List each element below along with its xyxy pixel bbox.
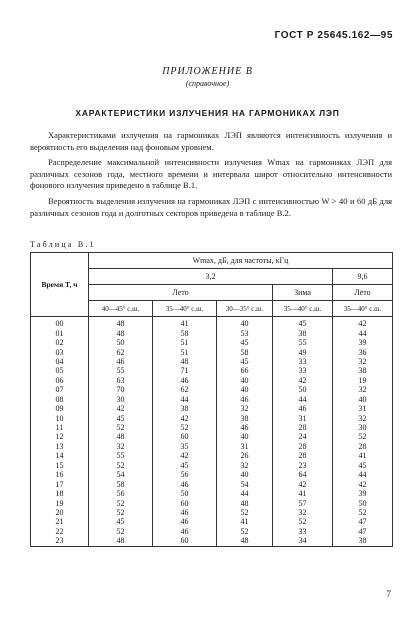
table-row — [31, 536, 393, 546]
value-cell: 46 — [217, 395, 273, 404]
latitude-header: 35—40° с.ш. — [333, 301, 393, 317]
value-cell: 42 — [89, 404, 153, 413]
main-header: Wmax, дБ, для частоты, кГц — [89, 253, 393, 269]
value-cell: 46 — [153, 479, 217, 488]
paragraph-2: Распределение максимальной интенсивности излучения Wmax на гармониках ЛЭП для различных сезонов года, местного времени и интервала широт относительно интенсивности фонового излучения приведено в таблице В.1. — [30, 157, 392, 190]
value-cell: 39 — [333, 338, 393, 347]
time-cell: 01 — [31, 328, 89, 337]
value-cell: 38 — [333, 536, 393, 546]
value-cell: 40 — [217, 432, 273, 441]
value-cell: 47 — [333, 517, 393, 526]
value-cell: 26 — [217, 451, 273, 460]
value-cell: 40 — [217, 317, 273, 329]
value-cell: 36 — [333, 347, 393, 356]
value-cell: 55 — [89, 366, 153, 375]
time-cell: 02 — [31, 338, 89, 347]
freq-header: 9,6 — [333, 269, 393, 285]
value-cell: 48 — [153, 357, 217, 366]
value-cell: 46 — [217, 423, 273, 432]
value-cell: 41 — [333, 451, 393, 460]
table-row — [31, 442, 393, 451]
table-row — [31, 413, 393, 422]
value-cell: 45 — [217, 357, 273, 366]
table-row — [31, 338, 393, 347]
value-cell: 38 — [153, 404, 217, 413]
table-row — [31, 451, 393, 460]
value-cell: 46 — [89, 357, 153, 366]
value-cell: 70 — [89, 385, 153, 394]
value-cell: 40 — [217, 470, 273, 479]
value-cell: 45 — [217, 338, 273, 347]
latitude-header: 30—35° с.ш. — [217, 301, 273, 317]
time-cell: 07 — [31, 385, 89, 394]
value-cell: 42 — [153, 413, 217, 422]
value-cell: 45 — [153, 461, 217, 470]
time-cell: 05 — [31, 366, 89, 375]
value-cell: 28 — [273, 423, 333, 432]
table-row — [31, 328, 393, 337]
value-cell: 44 — [333, 470, 393, 479]
value-cell: 48 — [217, 536, 273, 546]
table-row — [31, 489, 393, 498]
value-cell: 40 — [333, 395, 393, 404]
appendix-subtitle: (справочное) — [185, 79, 230, 88]
value-cell: 64 — [273, 470, 333, 479]
table-row — [31, 498, 393, 507]
value-cell: 48 — [89, 328, 153, 337]
value-cell: 33 — [273, 527, 333, 536]
value-cell: 38 — [273, 328, 333, 337]
time-cell: 20 — [31, 508, 89, 517]
value-cell: 32 — [333, 357, 393, 366]
value-cell: 55 — [273, 338, 333, 347]
value-cell: 44 — [153, 395, 217, 404]
value-cell: 52 — [89, 461, 153, 470]
value-cell: 30 — [333, 423, 393, 432]
value-cell: 46 — [273, 404, 333, 413]
value-cell: 50 — [333, 498, 393, 507]
value-cell: 52 — [217, 508, 273, 517]
value-cell: 62 — [89, 347, 153, 356]
value-cell: 41 — [217, 517, 273, 526]
time-cell: 17 — [31, 479, 89, 488]
stub-header: Время T, ч — [31, 253, 89, 317]
value-cell: 53 — [217, 328, 273, 337]
table-row — [31, 461, 393, 470]
value-cell: 32 — [273, 508, 333, 517]
value-cell: 63 — [89, 376, 153, 385]
table-row — [31, 508, 393, 517]
value-cell: 39 — [333, 489, 393, 498]
value-cell: 52 — [89, 498, 153, 507]
value-cell: 45 — [89, 517, 153, 526]
value-cell: 60 — [153, 498, 217, 507]
season-header: Лето — [89, 285, 273, 301]
table-row — [31, 404, 393, 413]
page-number: 7 — [386, 589, 391, 599]
table-row — [31, 432, 393, 441]
table-row — [31, 423, 393, 432]
value-cell: 44 — [333, 328, 393, 337]
time-cell: 18 — [31, 489, 89, 498]
value-cell: 19 — [333, 376, 393, 385]
table-row — [31, 527, 393, 536]
time-cell: 12 — [31, 432, 89, 441]
table-row — [31, 366, 393, 375]
value-cell: 52 — [333, 432, 393, 441]
season-header: Лето — [333, 285, 393, 301]
time-cell: 03 — [31, 347, 89, 356]
value-cell: 32 — [89, 442, 153, 451]
value-cell: 42 — [273, 479, 333, 488]
value-cell: 41 — [273, 489, 333, 498]
value-cell: 46 — [153, 508, 217, 517]
value-cell: 31 — [217, 442, 273, 451]
time-cell: 11 — [31, 423, 89, 432]
value-cell: 31 — [273, 413, 333, 422]
value-cell: 30 — [89, 395, 153, 404]
time-cell: 13 — [31, 442, 89, 451]
value-cell: 51 — [153, 347, 217, 356]
value-cell: 41 — [153, 317, 217, 329]
data-table — [30, 252, 393, 547]
value-cell: 58 — [89, 479, 153, 488]
value-cell: 32 — [217, 404, 273, 413]
time-cell: 19 — [31, 498, 89, 507]
value-cell: 42 — [153, 451, 217, 460]
value-cell: 45 — [89, 413, 153, 422]
value-cell: 62 — [153, 385, 217, 394]
value-cell: 24 — [273, 432, 333, 441]
paragraph-1: Характеристиками излучения на гармониках ЛЭП являются интенсивность излучения и вероятность его выделения над фоновым уровнем. — [30, 130, 392, 152]
time-cell: 15 — [31, 461, 89, 470]
table-row — [31, 517, 393, 526]
value-cell: 52 — [89, 423, 153, 432]
value-cell: 60 — [153, 536, 217, 546]
latitude-header: 35—40° с.ш. — [273, 301, 333, 317]
value-cell: 52 — [273, 517, 333, 526]
value-cell: 52 — [89, 508, 153, 517]
value-cell: 42 — [333, 317, 393, 329]
value-cell: 47 — [333, 527, 393, 536]
table-label: Таблица В.1 — [30, 240, 96, 249]
value-cell: 58 — [153, 328, 217, 337]
value-cell: 32 — [333, 413, 393, 422]
value-cell: 32 — [333, 385, 393, 394]
value-cell: 58 — [217, 347, 273, 356]
table-row — [31, 376, 393, 385]
value-cell: 45 — [273, 317, 333, 329]
table-row — [31, 385, 393, 394]
value-cell: 28 — [273, 451, 333, 460]
value-cell: 55 — [89, 451, 153, 460]
value-cell: 44 — [217, 489, 273, 498]
value-cell: 52 — [153, 423, 217, 432]
time-cell: 22 — [31, 527, 89, 536]
time-cell: 16 — [31, 470, 89, 479]
value-cell: 52 — [217, 527, 273, 536]
value-cell: 46 — [153, 376, 217, 385]
value-cell: 23 — [273, 461, 333, 470]
value-cell: 40 — [217, 385, 273, 394]
time-cell: 00 — [31, 317, 89, 329]
value-cell: 60 — [153, 432, 217, 441]
value-cell: 44 — [273, 395, 333, 404]
value-cell: 28 — [333, 442, 393, 451]
value-cell: 42 — [273, 376, 333, 385]
value-cell: 50 — [273, 385, 333, 394]
value-cell: 32 — [217, 461, 273, 470]
value-cell: 50 — [89, 338, 153, 347]
value-cell: 33 — [273, 366, 333, 375]
value-cell: 28 — [273, 442, 333, 451]
table-row — [31, 317, 393, 329]
time-cell: 08 — [31, 395, 89, 404]
value-cell: 56 — [89, 489, 153, 498]
value-cell: 56 — [153, 470, 217, 479]
value-cell: 38 — [333, 366, 393, 375]
time-cell: 06 — [31, 376, 89, 385]
value-cell: 51 — [153, 338, 217, 347]
document-code: ГОСТ Р 25645.162—95 — [274, 30, 393, 41]
section-heading: ХАРАКТЕРИСТИКИ ИЗЛУЧЕНИЯ НА ГАРМОНИКАХ ЛЭП — [75, 108, 340, 118]
value-cell: 35 — [153, 442, 217, 451]
value-cell: 48 — [89, 432, 153, 441]
value-cell: 46 — [153, 517, 217, 526]
value-cell: 52 — [89, 527, 153, 536]
value-cell: 45 — [333, 461, 393, 470]
time-cell: 21 — [31, 517, 89, 526]
table-row — [31, 470, 393, 479]
time-cell: 14 — [31, 451, 89, 460]
time-cell: 10 — [31, 413, 89, 422]
latitude-header: 35—40° с.ш. — [153, 301, 217, 317]
value-cell: 34 — [273, 536, 333, 546]
value-cell: 42 — [333, 479, 393, 488]
value-cell: 38 — [217, 413, 273, 422]
table-row — [31, 357, 393, 366]
value-cell: 50 — [153, 489, 217, 498]
appendix-title: ПРИЛОЖЕНИЕ В — [162, 66, 253, 77]
value-cell: 54 — [89, 470, 153, 479]
value-cell: 71 — [153, 366, 217, 375]
paragraph-3: Вероятность выделения излучения на гармониках ЛЭП с интенсивностью W > 40 и 60 дБ для различных сезонов года и долготных секторов приведена в таблице В.2. — [30, 196, 392, 218]
season-header: Зима — [273, 285, 333, 301]
value-cell: 48 — [89, 536, 153, 546]
value-cell: 33 — [273, 357, 333, 366]
value-cell: 48 — [217, 498, 273, 507]
value-cell: 46 — [153, 527, 217, 536]
latitude-header: 40—45° с.ш. — [89, 301, 153, 317]
value-cell: 49 — [273, 347, 333, 356]
value-cell: 31 — [333, 404, 393, 413]
time-cell: 04 — [31, 357, 89, 366]
value-cell: 66 — [217, 366, 273, 375]
value-cell: 40 — [217, 376, 273, 385]
table-row — [31, 395, 393, 404]
value-cell: 52 — [333, 508, 393, 517]
time-cell: 23 — [31, 536, 89, 546]
table-row — [31, 479, 393, 488]
time-cell: 09 — [31, 404, 89, 413]
value-cell: 48 — [89, 317, 153, 329]
value-cell: 54 — [217, 479, 273, 488]
freq-header: 3,2 — [89, 269, 333, 285]
value-cell: 57 — [273, 498, 333, 507]
table-row — [31, 347, 393, 356]
